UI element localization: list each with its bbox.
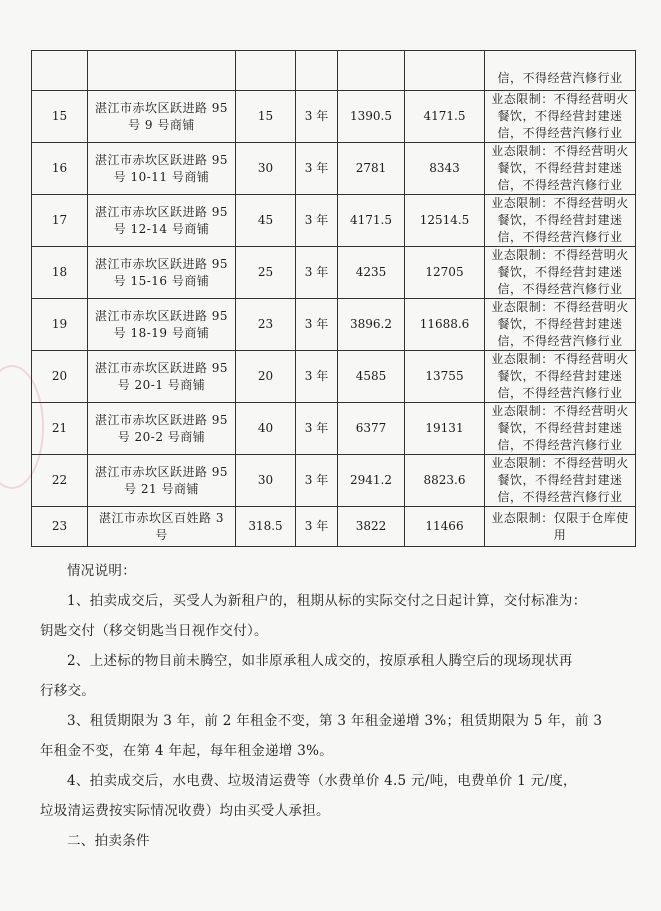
explanation-item-3-line2: 年租金不变，在第 4 年起，每年租金递增 3%。: [40, 743, 334, 759]
cell-monthly: 4585: [338, 351, 405, 403]
cell-deposit: 11688.6: [405, 299, 485, 351]
cell-deposit: [405, 51, 485, 91]
cell-location: [88, 299, 236, 351]
location-line: 号 12-14 号商铺: [113, 221, 210, 236]
table-row: [32, 91, 636, 143]
location-line: 号 20-2 号商铺: [117, 429, 206, 444]
cell-note: 信，不得经营汽修行业: [485, 51, 636, 91]
location-line: 号 20-1 号商铺: [117, 377, 206, 392]
cell-deposit: 8343: [405, 143, 485, 195]
location-line: 号 9 号商铺: [128, 117, 195, 132]
cell-term: 3 年: [296, 403, 338, 455]
cell-note: [485, 299, 636, 351]
note-line: 餐饮，不得经营封建迷: [497, 369, 623, 383]
cell-no: 22: [32, 455, 88, 507]
note-line: 业态限制：仅限于仓库使: [491, 510, 629, 525]
note-line: 餐饮，不得经营封建迷: [497, 265, 623, 279]
cell-deposit: 4171.5: [405, 91, 485, 143]
note-line: 信，不得经营汽修行业: [497, 490, 623, 504]
cell-no: 20: [32, 351, 88, 403]
table-row: [32, 195, 636, 247]
location-line: 湛江市赤坎区跃进路 95: [94, 360, 229, 375]
location-line: 湛江市赤坎区跃进路 95: [94, 308, 229, 323]
cell-note: [485, 195, 636, 247]
note-line: 餐饮，不得经营封建迷: [497, 213, 623, 227]
cell-location: [88, 143, 236, 195]
cell-no: 21: [32, 403, 88, 455]
cell-term: 3 年: [296, 507, 338, 547]
note-line: 业态限制：不得经营明火: [491, 248, 629, 262]
cell-deposit: 19131: [405, 403, 485, 455]
cell-location: [88, 51, 236, 91]
cell-area: 45: [236, 195, 296, 247]
cell-deposit: 8823.6: [405, 455, 485, 507]
explanation-item-3-line1: 3、租赁期限为 3 年，前 2 年租金不变，第 3 年租金递增 3%；租赁期限为 5 年，前 3: [67, 713, 603, 729]
location-line: 号 10-11 号商铺: [113, 169, 210, 184]
note-line: 用: [553, 527, 567, 542]
cell-monthly: 3896.2: [338, 299, 405, 351]
note-line: 信，不得经营汽修行业: [497, 230, 623, 244]
note-line: 餐饮，不得经营封建迷: [497, 421, 623, 435]
table-row: [32, 403, 636, 455]
cell-monthly: 2941.2: [338, 455, 405, 507]
location-line: 湛江市赤坎区跃进路 95: [94, 412, 229, 427]
cell-area: 40: [236, 403, 296, 455]
table-row-continued: [32, 51, 636, 91]
cell-deposit: 12705: [405, 247, 485, 299]
explanation-section: [40, 556, 632, 856]
cell-location: [88, 507, 236, 547]
cell-note: [485, 455, 636, 507]
cell-note: [485, 247, 636, 299]
note-line: 信，不得经营汽修行业: [497, 334, 623, 348]
cell-monthly: 3822: [338, 507, 405, 547]
cell-term: 3 年: [296, 91, 338, 143]
note-line: 业态限制：不得经营明火: [491, 352, 629, 366]
explanation-item-4-line2: 垃圾清运费按实际情况收费）均由买受人承担。: [40, 803, 330, 819]
cell-term: 3 年: [296, 247, 338, 299]
cell-area: 23: [236, 299, 296, 351]
location-line: 湛江市赤坎区跃进路 95: [94, 152, 229, 167]
note-line: 业态限制：不得经营明火: [491, 456, 629, 470]
cell-area: 20: [236, 351, 296, 403]
note-line: 业态限制：不得经营明火: [491, 144, 629, 158]
explanation-item-2-line1: 2、上述标的物目前未腾空，如非原承租人成交的，按原承租人腾空后的现场现状再: [67, 653, 573, 669]
cell-no: 17: [32, 195, 88, 247]
cell-area: 25: [236, 247, 296, 299]
location-line: 湛江市赤坎区百姓路 3: [99, 510, 224, 525]
cell-no: 19: [32, 299, 88, 351]
cell-location: [88, 455, 236, 507]
table-row: [32, 299, 636, 351]
cell-location: [88, 195, 236, 247]
cell-location: [88, 91, 236, 143]
cell-monthly: 4235: [338, 247, 405, 299]
cell-location: [88, 351, 236, 403]
note-line: 业态限制：不得经营明火: [491, 92, 629, 106]
cell-note: [485, 91, 636, 143]
cell-no: 18: [32, 247, 88, 299]
rental-table: [31, 50, 636, 547]
cell-area: [236, 51, 296, 91]
note-line: 信，不得经营汽修行业: [497, 282, 623, 296]
cell-location: [88, 403, 236, 455]
cell-no: 23: [32, 507, 88, 547]
note-line: 餐饮，不得经营封建迷: [497, 109, 623, 123]
location-line: 号 18-19 号商铺: [113, 325, 210, 340]
table-row: [32, 143, 636, 195]
cell-term: 3 年: [296, 143, 338, 195]
cell-monthly: 1390.5: [338, 91, 405, 143]
cell-term: 3 年: [296, 455, 338, 507]
cell-area: 30: [236, 455, 296, 507]
cell-area: 15: [236, 91, 296, 143]
cell-term: 3 年: [296, 195, 338, 247]
note-line: 信，不得经营汽修行业: [497, 126, 623, 140]
section-heading-auction-conditions: 二、拍卖条件: [67, 833, 150, 849]
cell-note: [485, 351, 636, 403]
cell-no: 16: [32, 143, 88, 195]
explanation-heading: 情况说明：: [67, 563, 136, 579]
note-line: 餐饮，不得经营封建迷: [497, 161, 623, 175]
note-line: 信，不得经营汽修行业: [497, 438, 623, 452]
cell-term: 3 年: [296, 351, 338, 403]
cell-deposit: 12514.5: [405, 195, 485, 247]
cell-note: [485, 143, 636, 195]
explanation-item-2-line2: 行移交。: [40, 683, 96, 699]
note-line: 餐饮，不得经营封建迷: [497, 317, 623, 331]
location-line: 湛江市赤坎区跃进路 95: [94, 100, 229, 115]
cell-monthly: [338, 51, 405, 91]
explanation-item-1-line1: 1、拍卖成交后，买受人为新租户的，租期从标的实际交付之日起计算，交付标准为：: [67, 593, 587, 609]
location-line: 号: [155, 527, 168, 542]
cell-area: 318.5: [236, 507, 296, 547]
note-line: 信，不得经营汽修行业: [497, 386, 623, 400]
location-line: 湛江市赤坎区跃进路 95: [94, 256, 229, 271]
cell-term: 3 年: [296, 299, 338, 351]
explanation-item-1-line2: 钥匙交付（移交钥匙当日视作交付）。: [40, 623, 268, 639]
cell-no: [32, 51, 88, 91]
cell-monthly: 2781: [338, 143, 405, 195]
location-line: 湛江市赤坎区跃进路 95: [94, 204, 229, 219]
note-line: 业态限制：不得经营明火: [491, 404, 629, 418]
note-line: 业态限制：不得经营明火: [491, 300, 629, 314]
cell-no: 15: [32, 91, 88, 143]
table-row: [32, 351, 636, 403]
explanation-item-4-line1: 4、拍卖成交后，水电费、垃圾清运费等（水费单价 4.5 元/吨，电费单价 1 元/度，: [67, 773, 577, 789]
cell-deposit: 11466: [405, 507, 485, 547]
table-row: [32, 507, 636, 547]
location-line: 湛江市赤坎区跃进路 95: [94, 464, 229, 479]
table-row: [32, 455, 636, 507]
location-line: 号 21 号商铺: [124, 481, 199, 496]
table-row: [32, 247, 636, 299]
cell-monthly: 6377: [338, 403, 405, 455]
note-line: 餐饮，不得经营封建迷: [497, 473, 623, 487]
cell-note: [485, 507, 636, 547]
cell-note: [485, 403, 636, 455]
cell-area: 30: [236, 143, 296, 195]
cell-deposit: 13755: [405, 351, 485, 403]
note-line: 业态限制：不得经营明火: [491, 196, 629, 210]
cell-location: [88, 247, 236, 299]
location-line: 号 15-16 号商铺: [113, 273, 210, 288]
note-line: 信，不得经营汽修行业: [497, 178, 623, 192]
cell-term: [296, 51, 338, 91]
cell-monthly: 4171.5: [338, 195, 405, 247]
